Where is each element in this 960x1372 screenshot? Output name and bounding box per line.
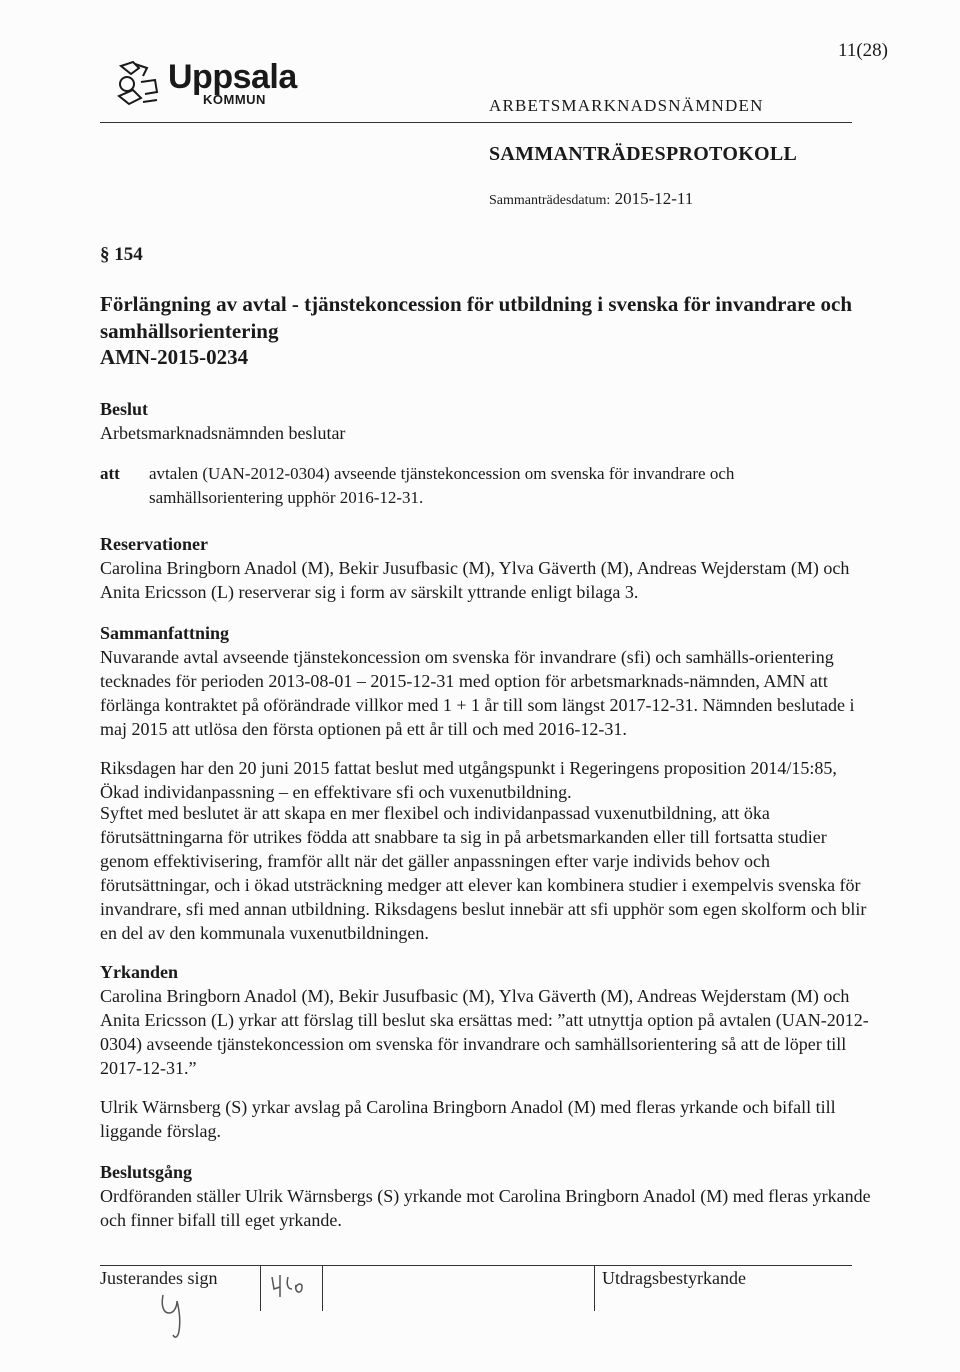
meeting-date-value: 2015-12-11 [614, 189, 694, 208]
paragraph-number: § 154 [100, 244, 143, 265]
summary-paragraph-2: Riksdagen har den 20 juni 2015 fattat beslut med utgångspunkt i Regeringens proposition 2014/15:85, Ökad individanpassning – en effektivare sfi och vuxenutbildning. [100, 758, 837, 802]
signature-table-rule [100, 1265, 852, 1266]
adjusters-sign-label: Justerandes sign [100, 1268, 218, 1288]
decision-section [100, 397, 880, 445]
procedure-heading: Beslutsgång [100, 1162, 193, 1182]
reservations-heading: Reservationer [100, 534, 208, 554]
logo-subtitle: KOMMUN [203, 92, 266, 107]
procedure-section [100, 1160, 880, 1232]
case-number: AMN-2015-0234 [100, 345, 249, 369]
summary-section [100, 621, 880, 741]
extract-certification-label: Utdragsbestyrkande [602, 1268, 746, 1288]
reservations-section [100, 532, 880, 604]
decision-intro: Arbetsmarknadsnämnden beslutar [100, 423, 346, 443]
organization-name: ARBETSMARKNADSNÄMNDEN [489, 96, 764, 115]
crest-icon [113, 58, 163, 108]
handwritten-signature-1 [155, 1289, 205, 1343]
meeting-date-label: Sammanträdesdatum: [489, 193, 611, 208]
header-divider [100, 122, 852, 123]
procedure-text: Ordföranden ställer Ulrik Wärnsbergs (S) yrkande mot Carolina Bringborn Anadol (M) med fleras yrkande och finner bifall till eget yrkande. [100, 1186, 871, 1230]
document-title: SAMMANTRÄDESPROTOKOLL [489, 143, 798, 165]
att-label: att [100, 464, 120, 483]
summary-paragraph-1: Nuvarande avtal avseende tjänstekoncession om svenska för invandrare (sfi) och samhälls-orientering tecknades för perioden 2013-08-01 – 2015-12-31 med option för arbetsmarknads-nämnden, AMN att förlänga kontraktet på oförändrade villkor med 1 + 1 år till som längst 2017-12-31. Nämnden beslutade i maj 2015 att utlösa den första optionen på ett år till och med 2016-12-31. [100, 647, 855, 739]
summary-paragraph-3: Syftet med beslutet är att skapa en mer flexibel och individanpassad vuxenutbildning, att öka förutsättningarna för utrikes födda att snabbare ta sig in på arbetsmarkanden eller till fortsatta studier genom effektivisering, framför allt när det gäller anpassningen efter varje individs behov och förutsättningar, och i ökad utsträckning medger att elever kan kombinera studier i exempelvis svenska för invandrare, sfi med annan utbildning. Riksdagens beslut innebär att sfi upphör som egen skolform och blir en del av den kommunala vuxenutbildningen. [100, 803, 867, 943]
signature-table [100, 1265, 852, 1345]
signature-divider-1 [260, 1265, 261, 1311]
decision-heading: Beslut [100, 399, 149, 419]
logo-name: Uppsala [168, 58, 297, 96]
motions-heading: Yrkanden [100, 962, 179, 982]
motions-section [100, 960, 880, 1080]
handwritten-signature-2 [268, 1271, 312, 1301]
page-number: 11(28) [838, 40, 888, 61]
signature-divider-2 [322, 1265, 323, 1311]
motions-paragraph-2: Ulrik Wärnsberg (S) yrkar avslag på Carolina Bringborn Anadol (M) med fleras yrkande och bifall till liggande förslag. [100, 1097, 836, 1141]
att-text: avtalen (UAN-2012-0304) avseende tjänstekoncession om svenska för invandrare och samhällsorientering upphör 2016-12-31. [149, 464, 735, 507]
item-title: Förlängning av avtal - tjänstekoncession för utbildning i svenska för invandrare och samhällsorientering [100, 292, 853, 343]
uppsala-kommun-logo [113, 58, 303, 118]
motions-paragraph-1: Carolina Bringborn Anadol (M), Bekir Jusufbasic (M), Ylva Gäverth (M), Andreas Wejderstam (M) och Anita Ericsson (L) yrkar att förslag till beslut ska ersättas med: ”att utnyttja option på avtalen (UAN-2012-0304) avseende tjänstekoncession om svenska för invandrare och samhällsorientering så att de löper till 2017-12-31.” [100, 986, 869, 1078]
signature-divider-3 [594, 1265, 595, 1311]
reservations-text: Carolina Bringborn Anadol (M), Bekir Jusufbasic (M), Ylva Gäverth (M), Andreas Wejderstam (M) och Anita Ericsson (L) reserverar sig i form av särskilt yttrande enligt bilaga 3. [100, 558, 850, 602]
meeting-date [489, 189, 693, 209]
summary-heading: Sammanfattning [100, 623, 230, 643]
